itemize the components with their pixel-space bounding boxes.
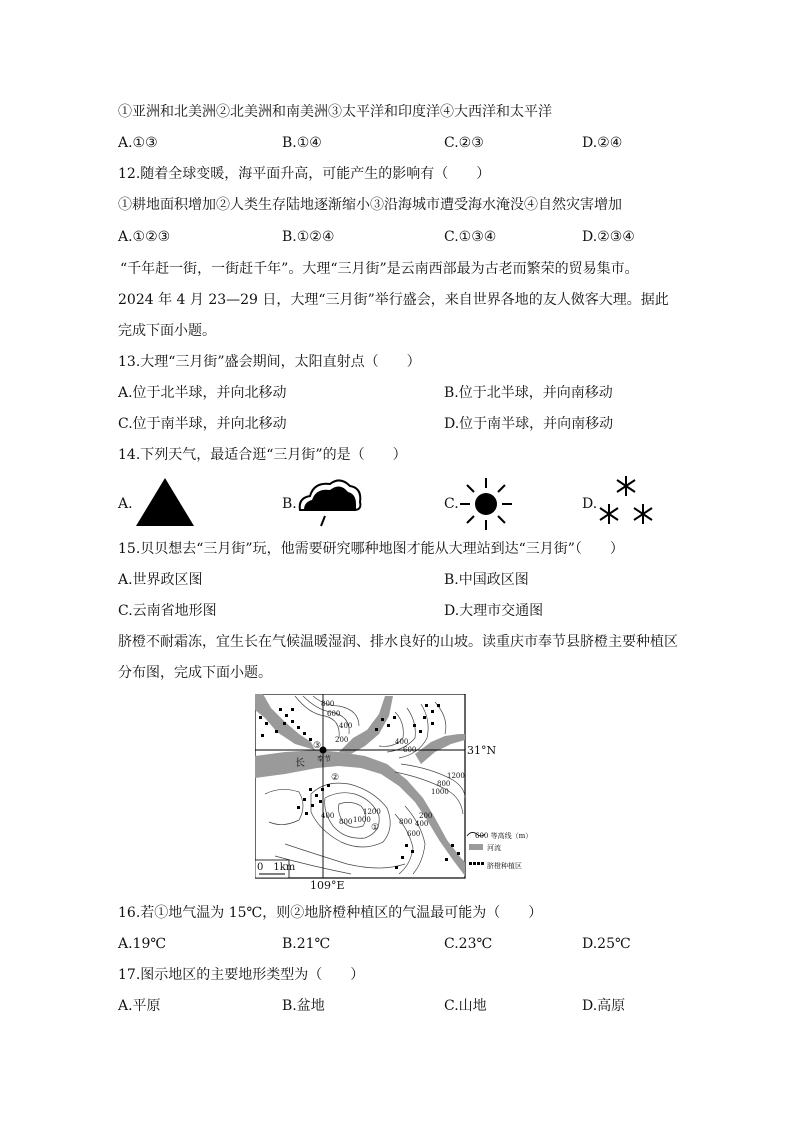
q16-option-a: A.19℃ <box>118 936 167 952</box>
contour-label: 400 <box>415 820 429 828</box>
q14-stem: 14.下列天气，最适合逛“三月街”的是（ ） <box>118 447 407 463</box>
q12-stem: 12.随着全球变暖，海平面升高，可能产生的影响有（ ） <box>118 166 491 182</box>
contour-label: 1200 <box>447 772 465 780</box>
q16-option-c: C.23℃ <box>444 936 493 952</box>
contour-label: 800 <box>399 818 413 826</box>
q15-option-d: D.大理市交通图 <box>444 603 544 619</box>
q12-option-c: C.①③④ <box>444 229 497 245</box>
contour-label: 800 <box>339 818 353 826</box>
contour-label: 600 <box>327 710 341 718</box>
q14-label-b: B. <box>282 496 297 512</box>
town-label: 奉节 <box>317 755 331 763</box>
q15-option-c: C.云南省地形图 <box>118 603 217 619</box>
passage1-line1: “千年赶一街，一街赶千年”。大理“三月街”是云南西部最为古老而繁荣的贸易集市。 <box>120 261 639 277</box>
longitude-label: 109°E <box>310 879 345 892</box>
contour-label: 400 <box>395 738 409 746</box>
contour-label: 1200 <box>363 808 381 816</box>
point-2-label: ② <box>331 773 340 783</box>
q11-option-a: A.①③ <box>118 135 158 151</box>
q11-option-b: B.①④ <box>282 135 322 151</box>
contour-label: 1000 <box>353 816 371 824</box>
snow-icon <box>596 474 658 530</box>
q17-option-a: A.平原 <box>118 998 161 1014</box>
passage2-line2: 分布图，完成下面小题。 <box>118 665 272 681</box>
q15-stem: 15.贝贝想去“三月街”玩，他需要研究哪种地图才能从大理站到达“三月街”（ ） <box>118 541 624 557</box>
contour-label: 1000 <box>431 788 449 796</box>
scale-label: 0 1km <box>257 862 296 873</box>
q12-items: ①耕地面积增加②人类生存陆地逐渐缩小③沿海城市遭受海水淹没④自然灾害增加 <box>118 197 622 213</box>
q17-option-d: D.高原 <box>582 998 626 1014</box>
point-1-label: ① <box>371 823 380 833</box>
point-3-label: ③ <box>313 741 322 751</box>
thunderstorm-icon <box>294 474 366 530</box>
legend-contour-label: 600 等高线（m） <box>475 832 533 840</box>
q12-option-b: B.①②④ <box>282 229 335 245</box>
contour-label: 800 <box>437 780 451 788</box>
passage2-line1: 脐橙不耐霜冻，宜生长在气候温暖湿润、排水良好的山坡。读重庆市奉节县脐橙主要种植区 <box>118 634 678 650</box>
q17-stem: 17.图示地区的主要地形类型为（ ） <box>118 967 365 983</box>
contour-label: 400 <box>321 812 335 820</box>
sandstorm-icon <box>134 476 196 528</box>
q13-stem: 13.大理“三月街”盛会期间，太阳直射点（ ） <box>118 354 421 370</box>
q13-option-b: B.位于北半球，并向南移动 <box>444 385 613 401</box>
q17-option-c: C.山地 <box>444 998 487 1014</box>
sunny-icon <box>458 476 514 532</box>
contour-label: 800 <box>321 700 335 708</box>
q11-items: ①亚洲和北美洲②北美洲和南美洲③太平洋和印度洋④大西洋和太平洋 <box>118 104 552 120</box>
q13-option-c: C.位于南半球，并向北移动 <box>118 416 287 432</box>
q14-label-d: D. <box>582 496 598 512</box>
q12-option-d: D.②③④ <box>582 229 635 245</box>
q12-option-a: A.①②③ <box>118 229 171 245</box>
contour-label: 200 <box>419 812 433 820</box>
q15-option-a: A.世界政区图 <box>118 572 203 588</box>
contour-label: 200 <box>335 736 349 744</box>
q11-option-c: C.②③ <box>444 135 484 151</box>
q15-option-b: B.中国政区图 <box>444 572 529 588</box>
q14-label-a: A. <box>118 496 133 512</box>
q11-option-d: D.②④ <box>582 135 623 151</box>
q13-option-d: D.位于南半球，并向南移动 <box>444 416 614 432</box>
q13-option-a: A.位于北半球，并向北移动 <box>118 385 287 401</box>
contour-label: 600 <box>403 746 417 754</box>
q14-label-c: C. <box>444 496 459 512</box>
q16-option-d: D.25℃ <box>582 936 631 952</box>
contour-label: 400 <box>339 722 353 730</box>
q16-stem: 16.若①地气温为 15℃，则②地脐橙种植区的气温最可能为（ ） <box>118 905 543 921</box>
legend-river-label: 河流 <box>487 844 501 852</box>
river-label: 长 <box>295 758 305 769</box>
contour-label: 600 <box>407 830 421 838</box>
latitude-label: 31°N <box>467 744 497 757</box>
q16-option-b: B.21℃ <box>282 936 331 952</box>
passage1-line3: 完成下面小题。 <box>118 323 216 339</box>
legend-orchard-label: 脐橙种植区 <box>487 862 522 870</box>
passage1-line2: 2024 年 4 月 23—29 日，大理“三月街”举行盛会，来自世界各地的友人傚客大理。据此 <box>118 292 669 308</box>
q17-option-b: B.盆地 <box>282 998 325 1014</box>
